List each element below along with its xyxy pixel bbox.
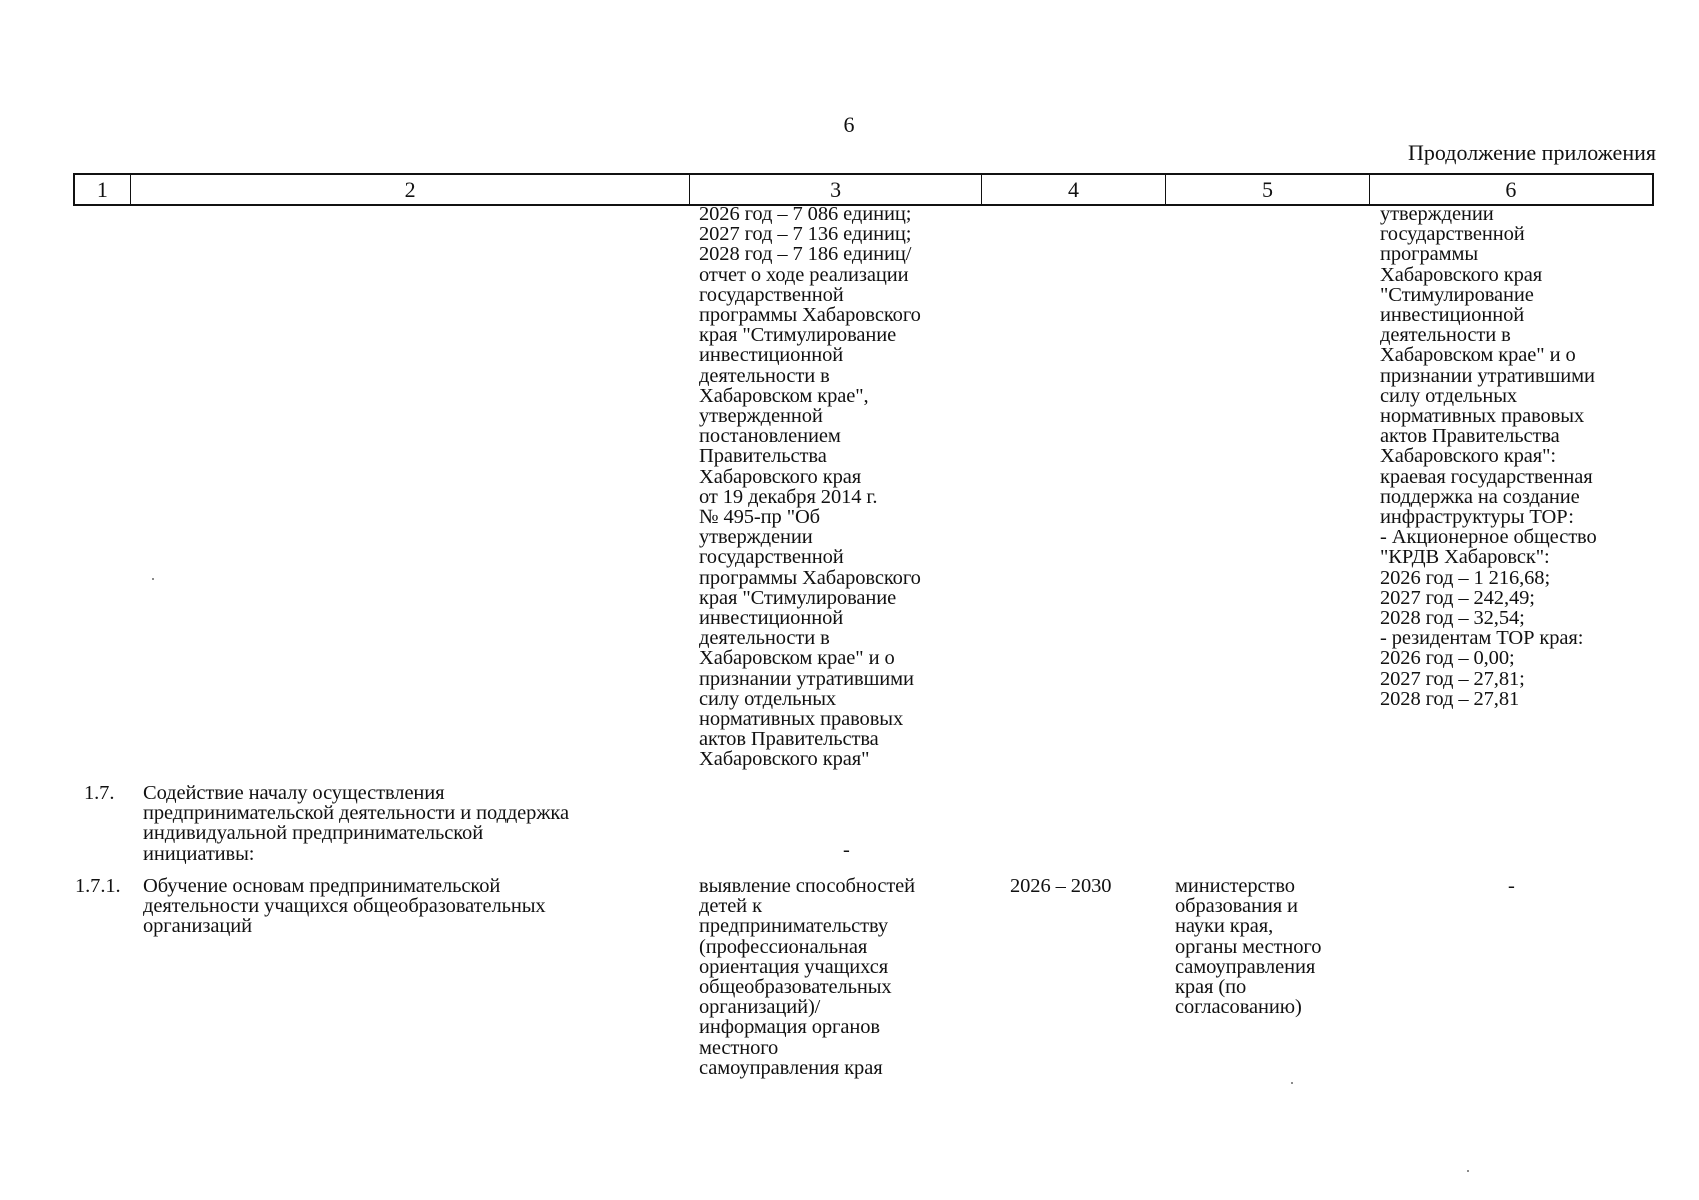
row-1-7-1-executor-cell: министерство образования и науки края, органы местного самоуправления края (по согласованию): [1175, 875, 1322, 1019]
continuation-label: Продолжение приложения: [1408, 140, 1656, 165]
scan-speck: [1467, 1170, 1469, 1172]
row-1-7-1-funding-cell: -: [1508, 875, 1515, 897]
row-1-7-number: 1.7.: [84, 782, 115, 804]
header-col-1: 1: [75, 175, 131, 204]
prev-row-funding-cell: утверждении государственной программы Хабаровского края "Стимулирование инвестиционной деятельности в Хабаровском крае" и о признании утратившими силу отдельных нормативных правовых актов Правительства Хабаровского края": краевая государственная поддержка на создание инфраструктуры ТОР: - Акционерное общество "КРДВ Хабаровск": 2026 год – 1 216,68; 2027 год – 242,49; 2028 год – 32,54; - резидентам ТОР края: 2026 год – 0,00; 2027 год – 27,81; 2028 год – 27,81: [1380, 203, 1597, 710]
row-1-7-1-period-cell: 2026 – 2030: [1010, 875, 1112, 897]
header-col-3: 3: [690, 175, 981, 204]
row-1-7-1-indicator-cell: выявление способностей детей к предпринимательству (профессиональная ориентация учащихся общеобразовательных организаций)/ информация органов местного самоуправления края: [699, 875, 916, 1079]
row-1-7-1-number: 1.7.1.: [75, 875, 121, 897]
scan-speck: [152, 578, 154, 580]
prev-row-indicator-cell: 2026 год – 7 086 единиц; 2027 год – 7 136 единиц; 2028 год – 7 186 единиц/ отчет о ходе реализации государственной программы Хабаровского края "Стимулирование инвестиционной деятельности в Хабаровском крае", утвержденной постановлением Правительства Хабаровского края от 19 декабря 2014 г. № 495-пр "Об утверждении государственной программы Хабаровского края "Стимулирование инвестиционной деятельности в Хабаровском крае" и о признании утратившими силу отдельных нормативных правовых актов Правительства Хабаровского края": [699, 203, 921, 771]
scan-speck: [1291, 1082, 1293, 1084]
page-number: 6: [843, 112, 855, 137]
row-1-7-dash: -: [843, 839, 850, 861]
row-1-7-1-title: Обучение основам предпринимательской деятельности учащихся общеобразовательных организаций: [143, 875, 546, 938]
header-col-6: 6: [1505, 177, 1517, 202]
row-1-7-title: Содействие началу осуществления предпринимательской деятельности и поддержка индивидуальной предпринимательской инициативы:: [143, 782, 569, 865]
header-col-5: 5: [1166, 175, 1369, 204]
header-col-2: 2: [131, 175, 691, 204]
header-col-4: 4: [982, 175, 1167, 204]
table-header-row: [73, 173, 1654, 206]
